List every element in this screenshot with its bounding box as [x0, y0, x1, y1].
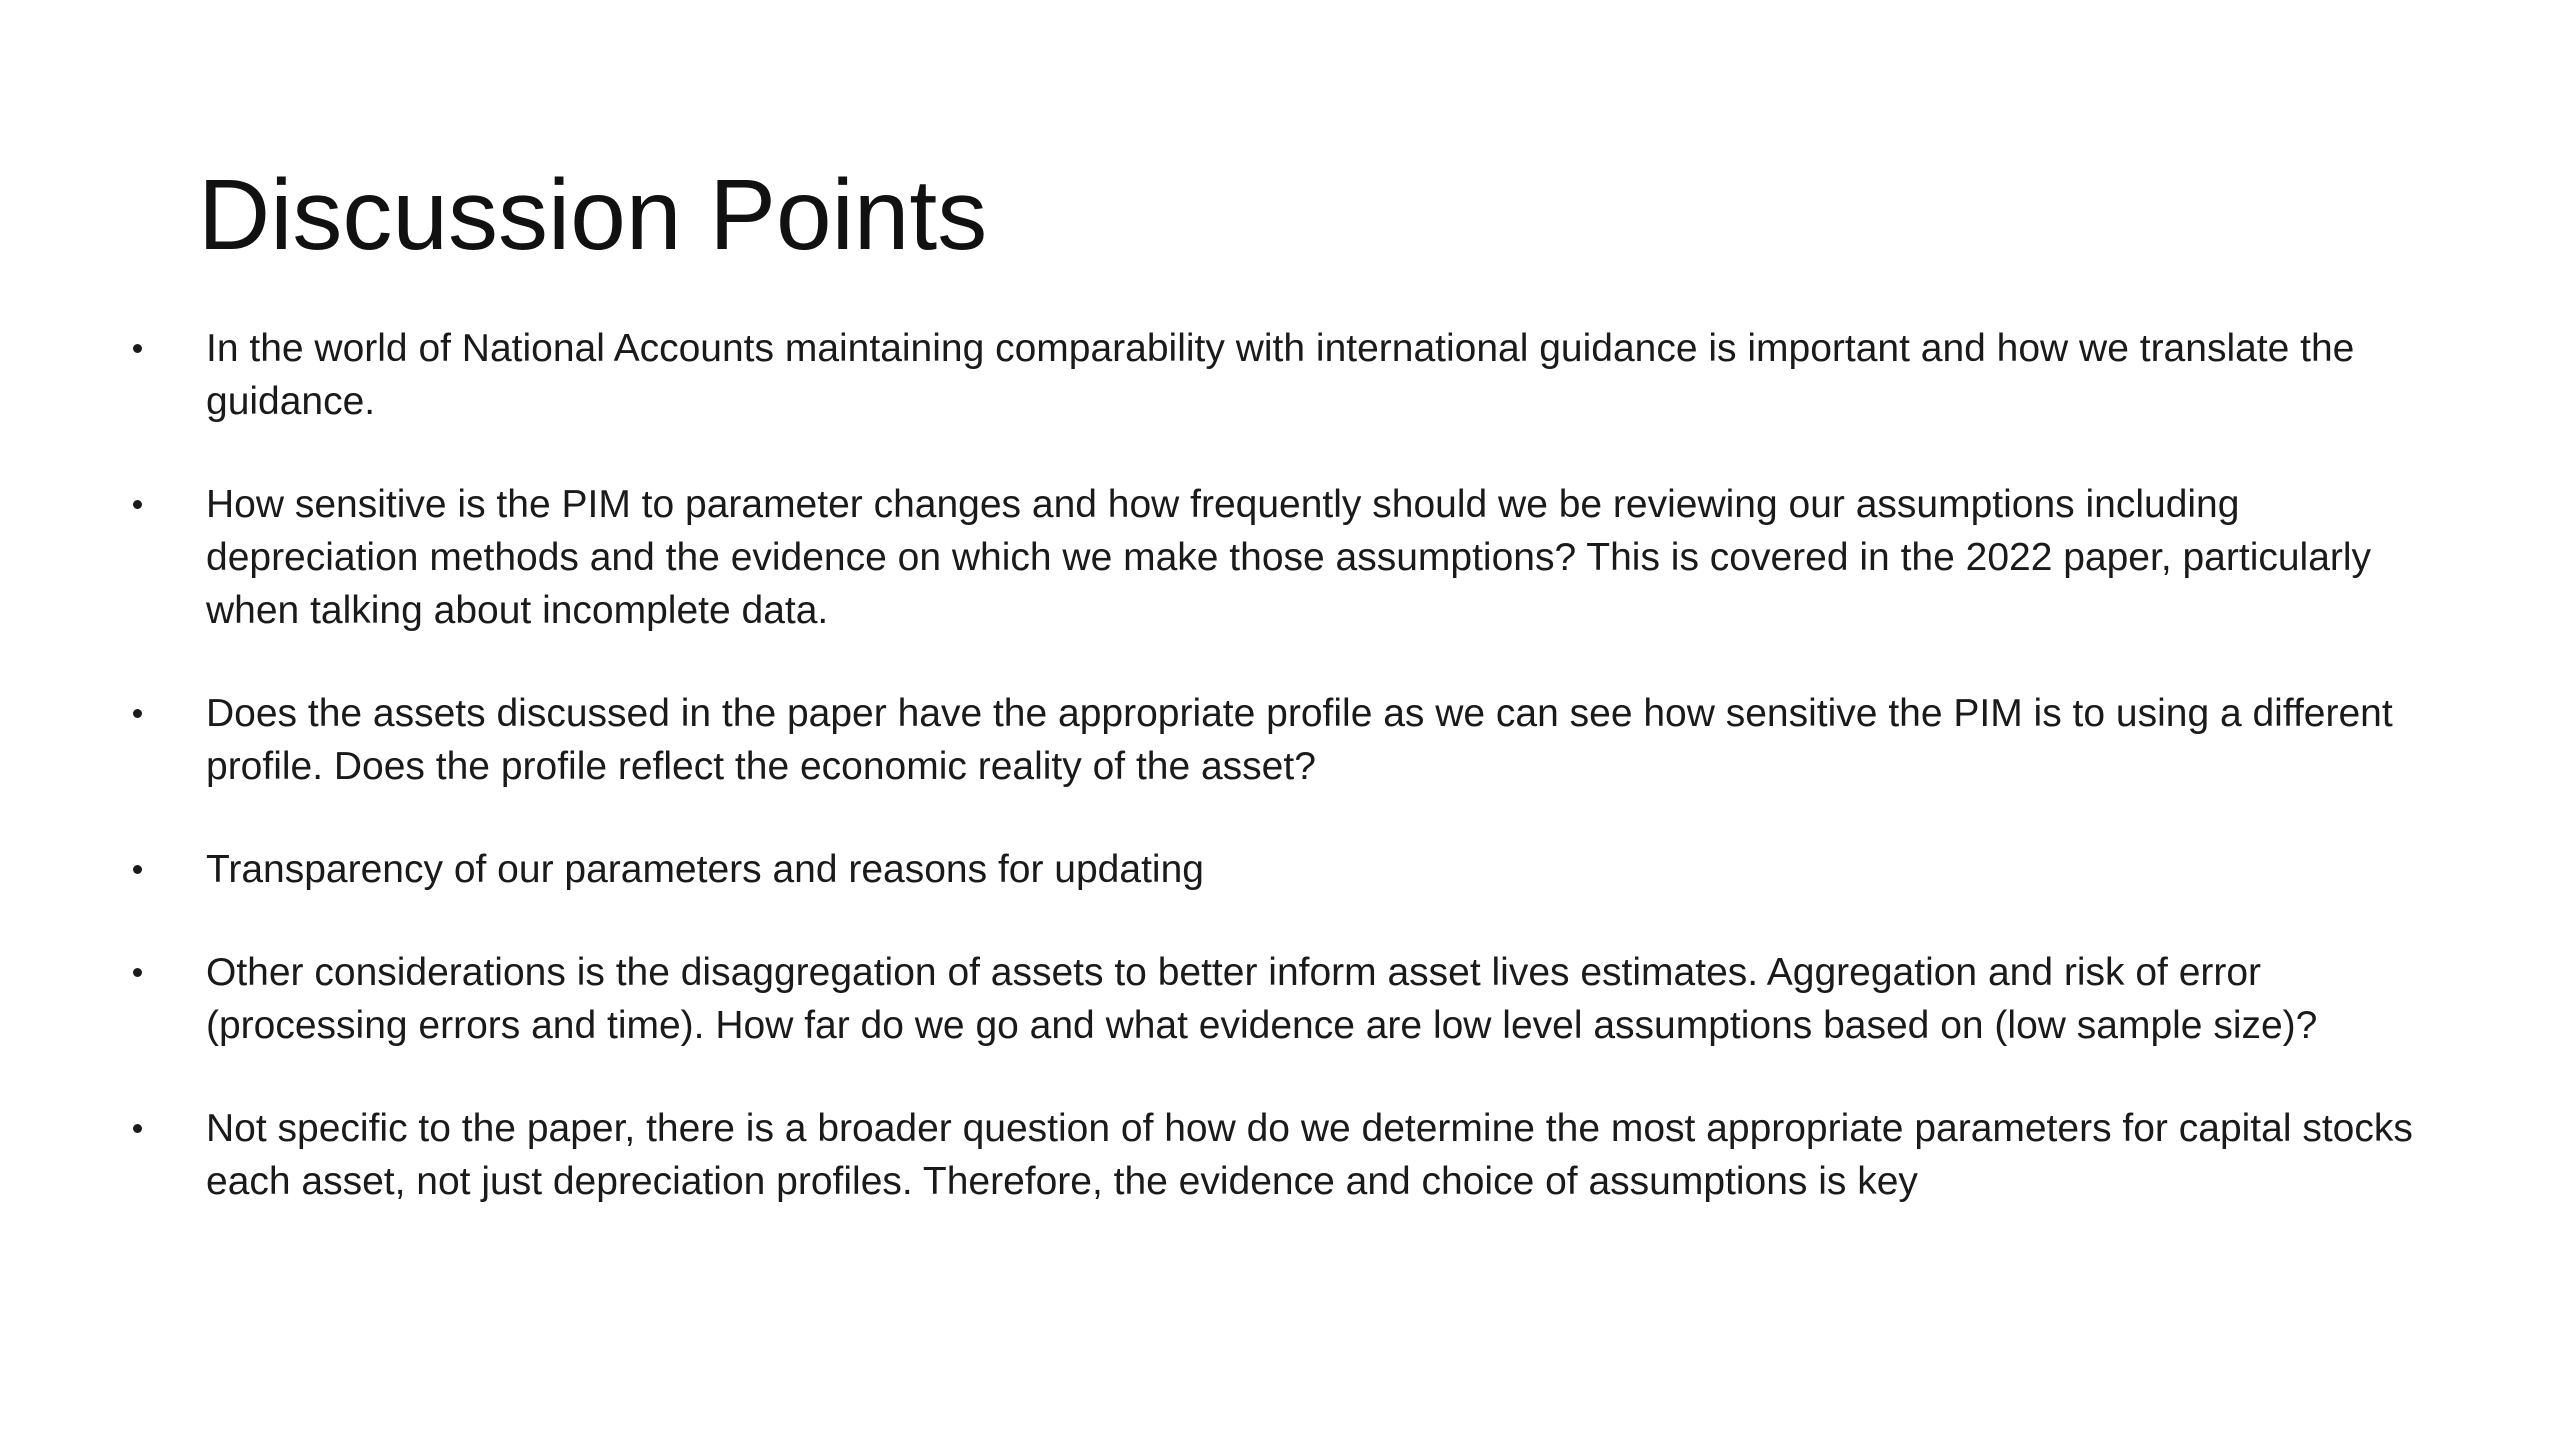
bullet-dot-icon — [133, 709, 142, 718]
bullet-item — [0, 322, 2560, 428]
bullet-item — [0, 946, 2560, 1052]
bullet-dot-icon — [133, 968, 142, 977]
bullet-text: Not specific to the paper, there is a broader question of how do we determine the most appropriate parameters for capital stocks each asset, not just depreciation profiles. Therefore, the evidence and choice of assumptions is key — [206, 1107, 2413, 1203]
bullet-item — [0, 843, 2560, 896]
bullet-text: How sensitive is the PIM to parameter changes and how frequently should we be reviewing our assumptions including depreciation methods and the evidence on which we make those assumptions? This is covered in the 2022 paper, particularly when talking about incomplete data. — [206, 483, 2372, 632]
bullet-dot-icon — [133, 1124, 142, 1133]
bullet-item — [0, 687, 2560, 793]
slide-title: Discussion Points — [198, 159, 988, 271]
bullet-dot-icon — [133, 865, 142, 874]
bullet-text: Other considerations is the disaggregation of assets to better inform asset lives estimates. Aggregation and risk of error (processing errors and time). How far do we go and what evidence are low level assumptions based on (low sample size)? — [206, 951, 2318, 1047]
bullet-list — [0, 322, 2560, 1258]
bullet-item — [0, 478, 2560, 637]
bullet-dot-icon — [133, 500, 142, 509]
bullet-text: Transparency of our parameters and reasons for updating — [206, 848, 1204, 891]
bullet-dot-icon — [133, 344, 142, 353]
bullet-item — [0, 1102, 2560, 1208]
bullet-text: Does the assets discussed in the paper have the appropriate profile as we can see how sensitive the PIM is to using a different profile. Does the profile reflect the economic reality of the asset? — [206, 692, 2393, 788]
bullet-text: In the world of National Accounts maintaining comparability with international guidance is important and how we translate the guidance. — [206, 327, 2355, 423]
